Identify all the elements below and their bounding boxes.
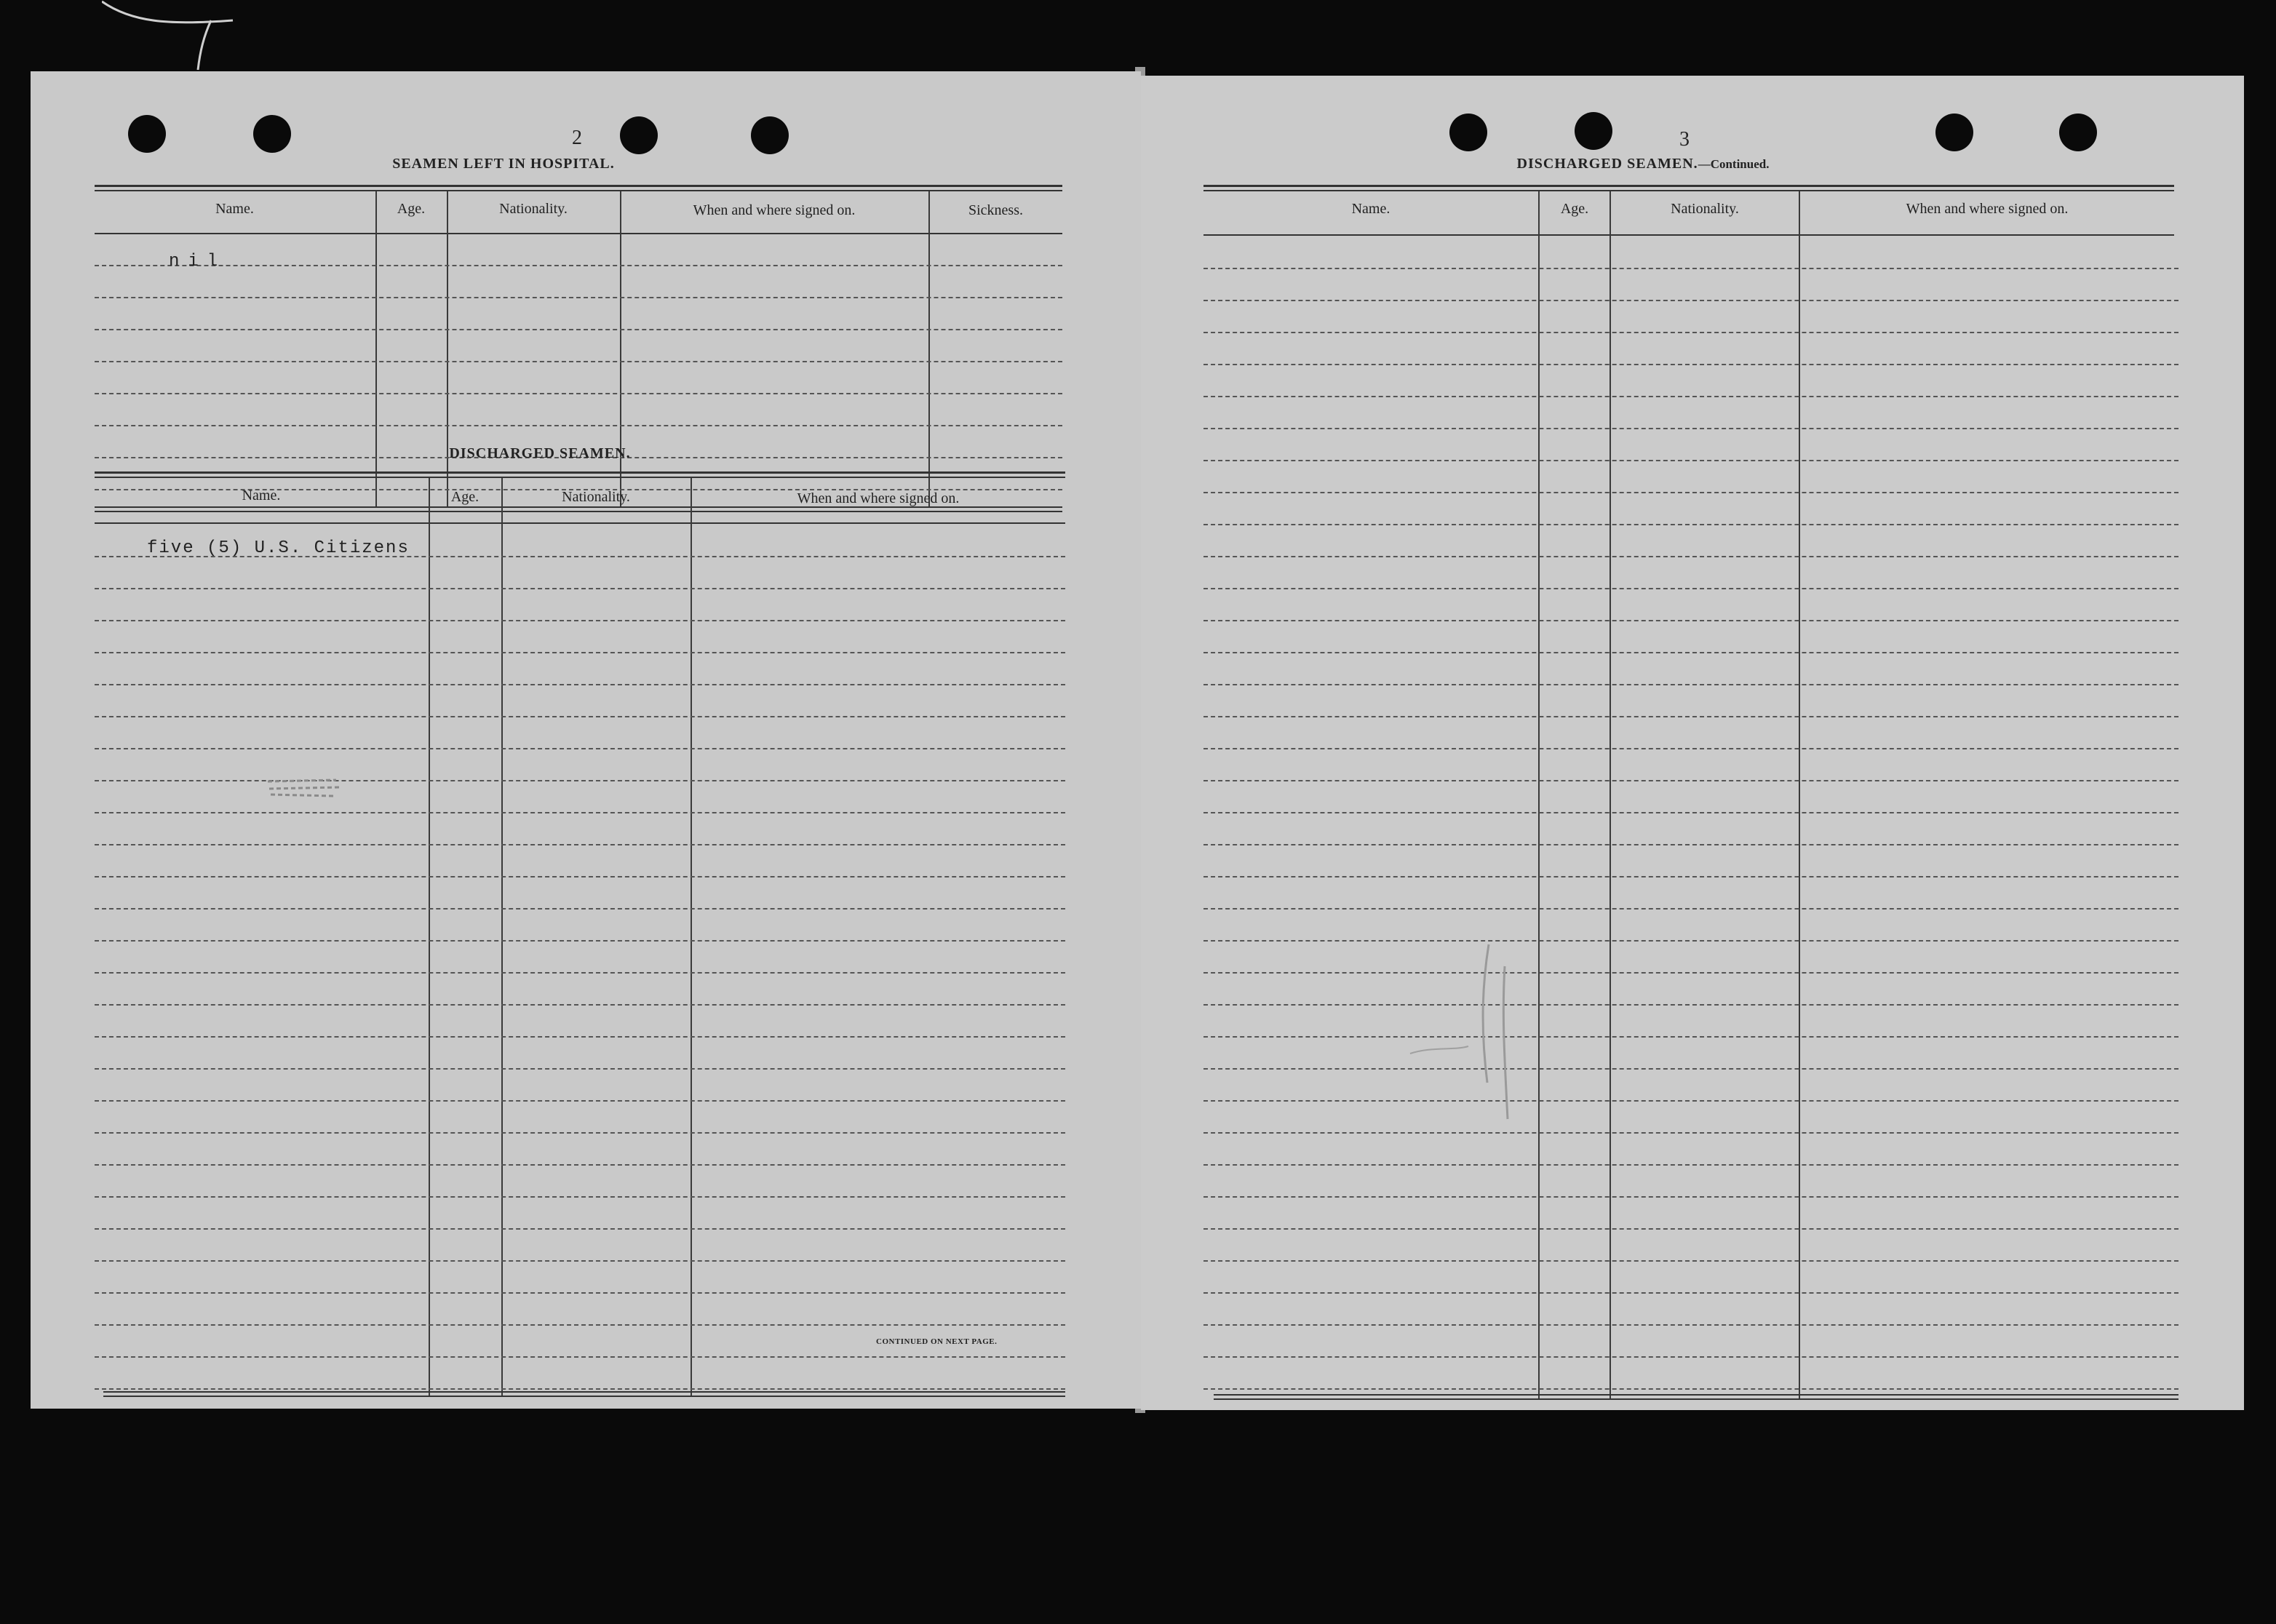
column-header-signed-on: When and where signed on. [797,490,960,506]
table-top-rule [95,477,1065,478]
ruled-line [95,1388,1065,1390]
column-header-nationality: Nationality. [499,201,568,217]
ruled-line [95,1356,1065,1358]
ruled-line [95,876,1065,877]
ruled-line [1203,844,2178,845]
column-header-nationality: Nationality. [1671,201,1739,217]
discharged-ruled-rows [95,524,1065,1394]
page-number: 2 [572,127,582,149]
ruled-line [95,1260,1065,1262]
table-bottom-rule [103,1396,1065,1397]
wire-artifact [102,0,247,73]
ruled-line [95,780,1065,781]
ruled-line [95,748,1065,749]
ruled-line [1203,492,2178,493]
table-bottom-rule [1214,1394,2178,1396]
ruled-line [95,588,1065,589]
punch-hole [1935,114,1973,151]
ruled-line [95,716,1065,717]
ruled-line [1203,300,2178,301]
ruled-line [1203,1324,2178,1326]
punch-hole [2059,114,2097,151]
hospital-ruled-rows [95,233,1062,506]
ruled-line [1203,1388,2178,1390]
faint-pencil-mark [1359,937,1534,1141]
ruled-line [1203,620,2178,621]
ruled-line [1203,1260,2178,1262]
ruled-line [95,425,1062,426]
punch-hole [751,116,789,154]
ruled-line [95,393,1062,394]
ruled-line [1203,940,2178,942]
table-top-rule [1203,185,2174,187]
table-top-rule [1203,190,2174,191]
column-header-name: Name. [242,487,281,503]
ruled-line [1203,1004,2178,1006]
ruled-line [1203,812,2178,813]
ruled-line [95,908,1065,909]
ruled-line [95,1068,1065,1070]
ruled-line [1203,1132,2178,1134]
ruled-line [1203,396,2178,397]
ruled-line [95,329,1062,330]
ruled-line [1203,1036,2178,1038]
left-page [31,71,1141,1409]
punch-hole [1575,112,1612,150]
ruled-line [95,297,1062,298]
ruled-line [1203,428,2178,429]
column-header-age: Age. [397,201,426,217]
ruled-line [1203,780,2178,781]
ruled-line [95,1004,1065,1006]
column-header-age: Age. [450,489,480,505]
continued-footer: CONTINUED ON NEXT PAGE. [876,1337,998,1346]
ruled-line [95,940,1065,942]
ruled-line [1203,1164,2178,1166]
ruled-line [95,1132,1065,1134]
discharged-entry: five (5) U.S. Citizens [147,538,410,558]
ruled-line [1203,1228,2178,1230]
discharged-continued-title [1461,156,1825,172]
page-number: 3 [1679,128,1690,151]
ruled-line [95,1228,1065,1230]
ruled-line [95,620,1065,621]
ruled-line [1203,556,2178,557]
ruled-line [1203,460,2178,461]
right-ruled-rows [1203,236,2178,1394]
ruled-line [95,1324,1065,1326]
punch-hole [1449,114,1487,151]
discharged-section-title: DISCHARGED SEAMEN. [449,445,631,461]
table-bottom-rule [103,1391,1065,1393]
ruled-line [1203,1068,2178,1070]
right-page [1141,76,2244,1410]
column-header-age: Age. [1560,201,1589,217]
ruled-line [1203,908,2178,909]
ruled-line [95,1100,1065,1102]
ruled-line [1203,332,2178,333]
ruled-line [95,1292,1065,1294]
ruled-line [95,265,1062,266]
ruled-line [95,684,1065,685]
ruled-line [1203,1100,2178,1102]
column-header-signed-on: When and where signed on. [693,202,856,218]
ruled-line [1203,1356,2178,1358]
punch-hole [620,116,658,154]
column-header-name: Name. [1351,201,1390,217]
punch-hole [253,115,291,153]
ruled-line [95,361,1062,362]
ruled-line [1203,876,2178,877]
ruled-line [95,1036,1065,1038]
ruled-line [1203,524,2178,525]
table-bottom-rule [1214,1398,2178,1400]
ruled-line [1203,1196,2178,1198]
ruled-line [1203,716,2178,717]
table-top-rule [95,190,1062,191]
ruled-line [1203,684,2178,685]
table-top-rule [95,471,1065,474]
ruled-line [1203,652,2178,653]
hospital-section-title: SEAMEN LEFT IN HOSPITAL. [392,156,615,172]
column-header-sickness: Sickness. [968,202,1023,218]
ruled-line [95,1164,1065,1166]
column-header-nationality: Nationality. [562,489,630,505]
section-title-text: DISCHARGED SEAMEN. [1516,156,1698,172]
ruled-line [1203,748,2178,749]
punch-hole [128,115,166,153]
column-header-name: Name. [215,201,254,217]
table-top-rule [95,185,1062,187]
ruled-line [1203,588,2178,589]
ruled-line [95,972,1065,974]
faint-stamp-mark [263,773,343,802]
section-title-suffix: —Continued. [1698,157,1770,171]
ruled-line [95,652,1065,653]
ruled-line [1203,1292,2178,1294]
ruled-line [1203,364,2178,365]
table-bottom-rule [95,511,1062,512]
hospital-entry: nil [169,252,227,271]
ruled-line [95,844,1065,845]
ruled-line [1203,972,2178,974]
ruled-line [95,1196,1065,1198]
column-header-signed-on: When and where signed on. [1906,201,2069,217]
ruled-line [95,812,1065,813]
ruled-line [1203,268,2178,269]
